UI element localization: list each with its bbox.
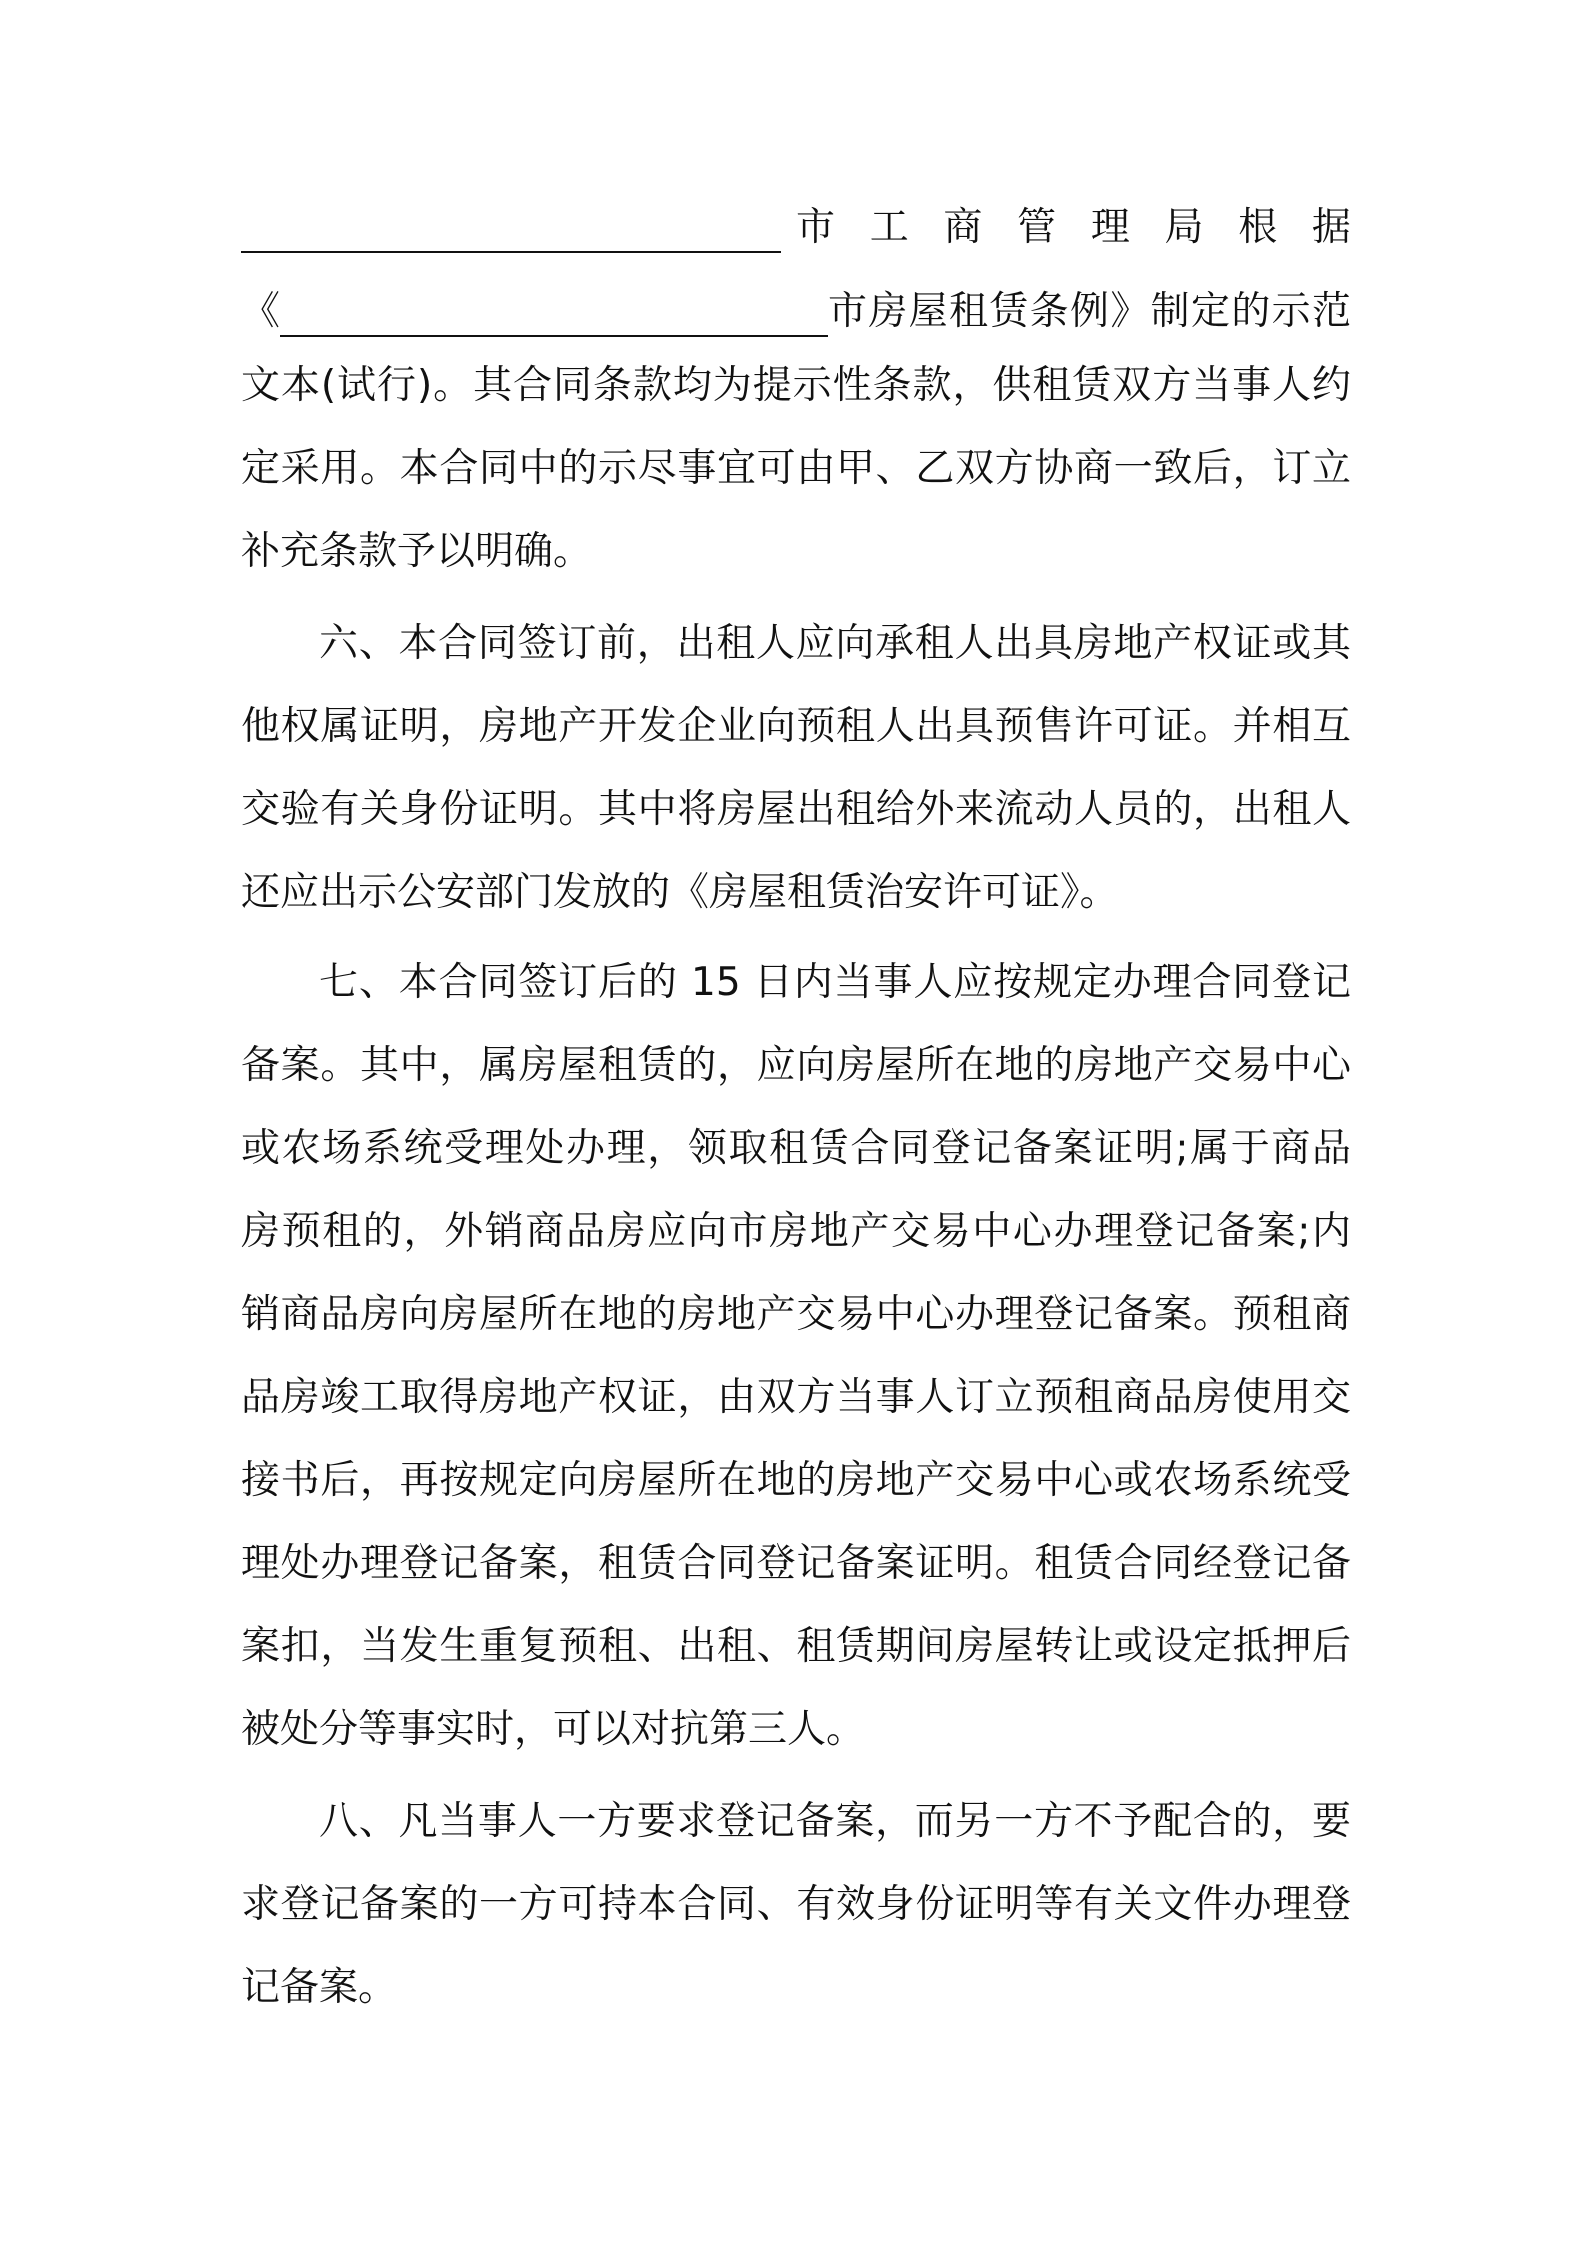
paragraph-line: 他权属证明，房地产开发企业向预租人出具预售许可证。并相互 xyxy=(241,704,1351,749)
paragraph-line: 求登记备案的一方可持本合同、有效身份证明等有关文件办理登 xyxy=(241,1882,1351,1927)
paragraph-line: 七、本合同签订后的 15 日内当事人应按规定办理合同登记 xyxy=(319,960,1351,1005)
paragraph-line: 理处办理登记备案，租赁合同登记备案证明。租赁合同经登记备 xyxy=(241,1541,1351,1586)
intro-line-1-char: 市 xyxy=(796,205,836,250)
intro-line-1-char: 根 xyxy=(1238,205,1278,250)
intro-line-2-text: 市房屋租赁条例》制定的示范 xyxy=(828,289,1351,334)
paragraph-line: 备案。其中，属房屋租赁的，应向房屋所在地的房地产交易中心 xyxy=(241,1043,1351,1088)
blank-underline xyxy=(241,217,781,253)
paragraph-line: 还应出示公安部门发放的《房屋租赁治安许可证》。 xyxy=(241,870,1119,915)
intro-line-1-char: 商 xyxy=(943,205,983,250)
paragraph-line: 销商品房向房屋所在地的房地产交易中心办理登记备案。预租商 xyxy=(241,1292,1351,1337)
paragraph-line: 房预租的，外销商品房应向市房地产交易中心办理登记备案;内 xyxy=(241,1209,1351,1254)
paragraph-line: 定采用。本合同中的示尽事宜可由甲、乙双方协商一致后，订立 xyxy=(241,446,1351,491)
blank-underline xyxy=(280,301,828,337)
intro-line-1-text xyxy=(796,203,1351,253)
intro-line-1-char: 理 xyxy=(1090,205,1130,250)
paragraph-line: 文本(试行)。其合同条款均为提示性条款，供租赁双方当事人约 xyxy=(241,363,1351,408)
intro-line-2-open-quote: 《 xyxy=(241,289,281,334)
paragraph-line: 八、凡当事人一方要求登记备案，而另一方不予配合的，要 xyxy=(319,1799,1351,1844)
paragraph-line: 交验有关身份证明。其中将房屋出租给外来流动人员的，出租人 xyxy=(241,787,1351,832)
intro-line-1-char: 局 xyxy=(1164,205,1204,250)
intro-line-2 xyxy=(241,287,1351,337)
paragraph-line: 接书后，再按规定向房屋所在地的房地产交易中心或农场系统受 xyxy=(241,1458,1351,1503)
paragraph-line: 案扣，当发生重复预租、出租、租赁期间房屋转让或设定抵押后 xyxy=(241,1624,1351,1669)
intro-line-1 xyxy=(241,203,1351,253)
paragraph-line: 被处分等事实时，可以对抗第三人。 xyxy=(241,1707,866,1752)
paragraph-line: 或农场系统受理处办理，领取租赁合同登记备案证明;属于商品 xyxy=(241,1126,1351,1171)
intro-line-1-char: 工 xyxy=(869,205,909,250)
paragraph-line: 补充条款予以明确。 xyxy=(241,529,593,574)
intro-line-1-char: 管 xyxy=(1017,205,1057,250)
intro-line-1-char: 据 xyxy=(1311,205,1351,250)
paragraph-line: 六、本合同签订前，出租人应向承租人出具房地产权证或其 xyxy=(319,621,1351,666)
paragraph-line: 品房竣工取得房地产权证，由双方当事人订立预租商品房使用交 xyxy=(241,1375,1351,1420)
paragraph-line: 记备案。 xyxy=(241,1965,398,2010)
